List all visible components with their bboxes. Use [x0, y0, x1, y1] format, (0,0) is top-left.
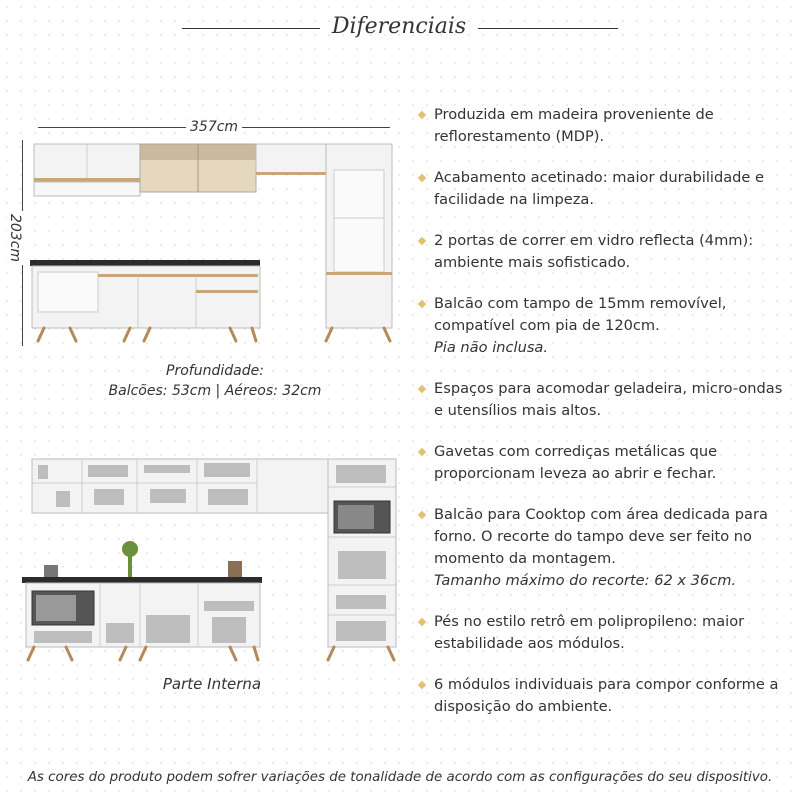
feature-text: Balcão para Cooktop com área dedicada para forno. O recorte do tampo deve ser feito no momento da montagem. [434, 506, 768, 567]
diamond-bullet-icon [418, 237, 426, 245]
color-disclaimer: As cores do produto podem sofrer variações de tonalidade de acordo com as configurações do seu dispositivo. [27, 770, 773, 785]
feature-note: Tamanho máximo do recorte: 62 x 36cm. [434, 572, 737, 589]
feature-text: Espaços para acomodar geladeira, micro-ondas e utensílios mais altos. [434, 380, 783, 419]
height-dimension-label: 203cm [7, 211, 23, 265]
feature-text: 2 portas de correr em vidro reflecta (4mm): ambiente mais sofisticado. [434, 232, 754, 271]
feature-item [418, 378, 788, 422]
feature-text: Balcão com tampo de 15mm removível, compatível com pia de 120cm. [434, 295, 727, 334]
width-dimension-label: 357cm [186, 119, 242, 135]
section-header [0, 12, 800, 46]
feature-item [418, 104, 788, 148]
feature-item [418, 230, 788, 274]
diamond-bullet-icon [418, 111, 426, 119]
diamond-bullet-icon [418, 681, 426, 689]
depth-caption [95, 363, 335, 399]
height-dimension [7, 140, 32, 346]
diamond-bullet-icon [418, 300, 426, 308]
feature-item [418, 441, 788, 485]
title-right-rule [478, 28, 618, 29]
feature-item [418, 167, 788, 211]
feature-item [418, 293, 788, 359]
feature-text: Acabamento acetinado: maior durabilidade e facilidade na limpeza. [434, 169, 765, 208]
feature-item [418, 504, 788, 592]
feature-text: Produzida em madeira proveniente de reflorestamento (MDP). [434, 106, 714, 145]
depth-caption-title: Profundidade: [166, 363, 264, 379]
feature-text: Pés no estilo retrô em polipropileno: maior estabilidade aos módulos. [434, 613, 745, 652]
feature-text: Gavetas com corrediças metálicas que proporcionam leveza ao abrir e fechar. [434, 443, 718, 482]
features-list [418, 104, 788, 737]
diamond-bullet-icon [418, 448, 426, 456]
diamond-bullet-icon [418, 618, 426, 626]
feature-note: Pia não inclusa. [434, 339, 549, 356]
feature-item [418, 674, 788, 718]
interior-caption: Parte Interna [162, 675, 262, 693]
diamond-bullet-icon [418, 385, 426, 393]
title-left-rule [182, 28, 320, 29]
diamond-bullet-icon [418, 511, 426, 519]
width-dimension [38, 120, 390, 134]
depth-caption-values: Balcões: 53cm | Aéreos: 32cm [108, 383, 322, 399]
kitchen-exterior-illustration [30, 140, 400, 345]
page-title: Diferenciais [331, 14, 467, 39]
feature-text: 6 módulos individuais para compor conforme a disposição do ambiente. [434, 676, 779, 715]
kitchen-interior-illustration [22, 455, 402, 667]
diamond-bullet-icon [418, 174, 426, 182]
feature-item [418, 611, 788, 655]
